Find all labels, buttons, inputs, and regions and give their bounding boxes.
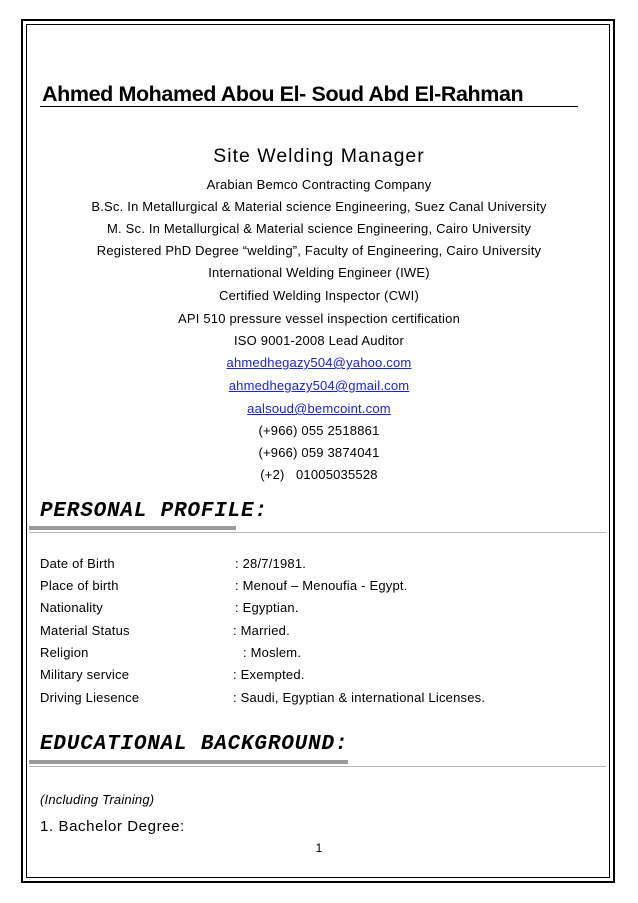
email-link-gmail[interactable]: ahmedhegazy504@gmail.com [228, 378, 410, 393]
qualification-cwi: Certified Welding Inspector (CWI) [219, 288, 419, 303]
profile-label-military: Military service [40, 667, 130, 682]
profile-value-driving: : Saudi, Egyptian & international Licenses. [233, 690, 486, 705]
profile-value-religion: : Moslem. [243, 645, 302, 660]
qualification-iso: ISO 9001-2008 Lead Auditor [234, 333, 404, 348]
profile-label-birthplace: Place of birth [40, 578, 119, 593]
phone-2: (+966) 059 3874041 [258, 445, 380, 460]
qualification-msc: M. Sc. In Metallurgical & Material science Engineering, Cairo University [106, 221, 532, 236]
phone-3: (+2) 01005035528 [260, 467, 378, 482]
profile-value-military: : Exempted. [233, 667, 305, 682]
profile-value-marital-status: : Married. [233, 623, 290, 638]
profile-value-birthplace: : Menouf – Menoufia - Egypt. [235, 578, 408, 593]
job-title: Site Welding Manager [213, 145, 425, 167]
name-underline [40, 106, 578, 107]
qualification-iwe: International Welding Engineer (IWE) [208, 265, 430, 280]
personal-profile-heading: PERSONAL PROFILE: [40, 500, 268, 523]
education-bar [29, 760, 348, 764]
company-name: Arabian Bemco Contracting Company [206, 177, 432, 192]
profile-value-dob: : 28/7/1981. [235, 556, 307, 571]
personal-profile-rule [29, 532, 606, 533]
candidate-name: Ahmed Mohamed Abou El- Soud Abd El-Rahman [42, 82, 524, 106]
qualification-api510: API 510 pressure vessel inspection certification [177, 311, 461, 326]
profile-label-dob: Date of Birth [40, 556, 115, 571]
qualification-phd: Registered PhD Degree “welding”, Faculty of Engineering, Cairo University [96, 243, 542, 258]
profile-label-marital-status: Material Status [40, 623, 130, 638]
page-number: 1 [315, 841, 323, 855]
qualification-bsc: B.Sc. In Metallurgical & Material science Engineering, Suez Canal University [91, 199, 547, 214]
email-link-bemco[interactable]: aalsoud@bemcoint.com [247, 401, 391, 416]
profile-value-nationality: : Egyptian. [235, 600, 299, 615]
education-rule [29, 766, 606, 767]
profile-label-driving: Driving Liesence [40, 690, 140, 705]
education-note: (Including Training) [40, 792, 155, 807]
phone-1: (+966) 055 2518861 [258, 423, 380, 438]
profile-label-nationality: Nationality [40, 600, 103, 615]
profile-label-religion: Religion [40, 645, 89, 660]
education-heading: EDUCATIONAL BACKGROUND: [40, 733, 349, 756]
personal-profile-bar [29, 526, 236, 530]
email-link-yahoo[interactable]: ahmedhegazy504@yahoo.com [226, 355, 412, 370]
education-item-bachelor: 1. Bachelor Degree: [40, 818, 185, 835]
